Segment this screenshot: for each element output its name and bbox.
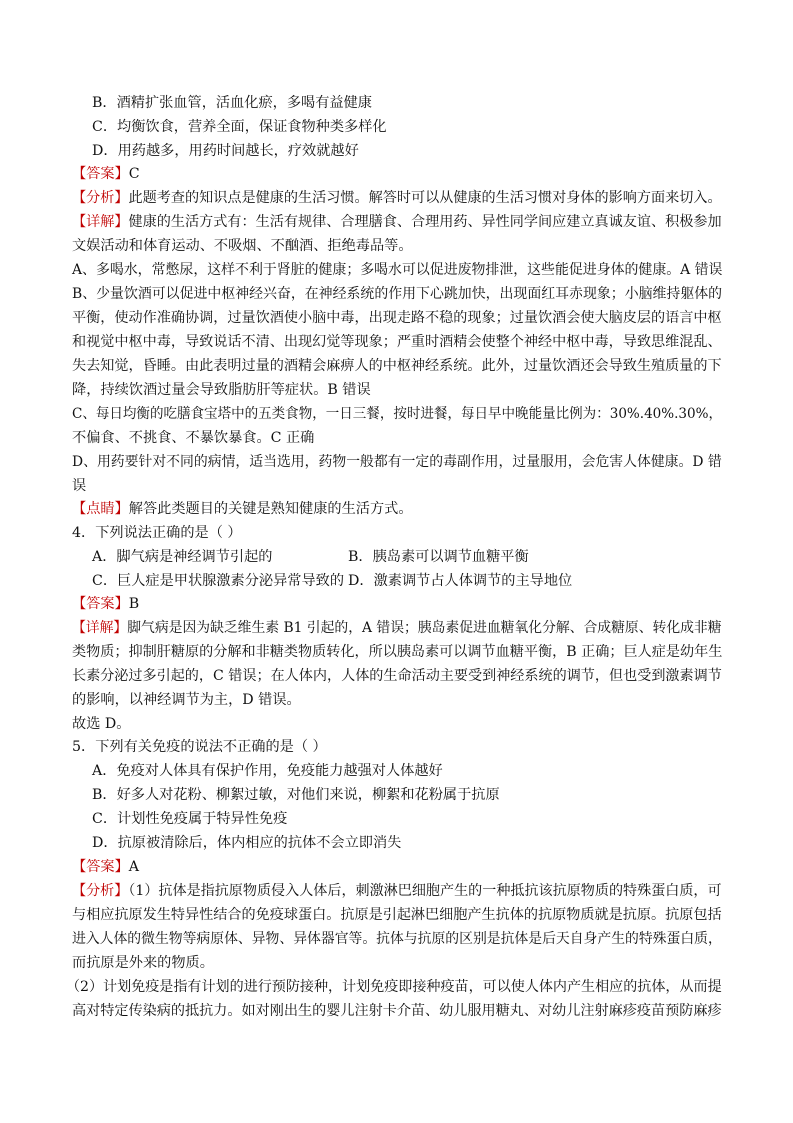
paragraph-line: 进入人体的微生物等病原体、异物、异体器官等。抗体与抗原的区别是抗体是后天自身产生的特殊蛋白质，	[72, 931, 722, 947]
answer-value: C	[128, 166, 140, 182]
paragraph-line: B、少量饮酒可以促进中枢神经兴奋，在神经系统的作用下心跳加快，出现面红耳赤现象；小脑维持躯体的	[72, 286, 723, 302]
answer-tag: 【答案】	[72, 596, 129, 612]
q5-option-b: B．好多人对花粉、柳絮过敏，对他们来说，柳絮和花粉属于抗原	[92, 787, 500, 803]
q5-answer-line	[72, 857, 139, 877]
analysis-line	[72, 188, 722, 208]
comment-tag: 【点睛】	[72, 501, 129, 517]
paragraph-line: 平衡，使动作准确协调，过量饮酒使小脑中毒，出现走路不稳的现象；过量饮酒会使大脑皮层的语言中枢	[72, 310, 722, 326]
paragraph-line: 降，持续饮酒过量会导致脂肪肝等症状。B 错误	[72, 382, 371, 398]
analysis-text: 此题考查的知识点是健康的生活习惯。解答时可以从健康的生活习惯对身体的影响方面来切入。	[128, 190, 722, 206]
q4-option-b: B．胰岛素可以调节血糖平衡	[348, 549, 529, 565]
paragraph-line: 类物质；抑制肝糖原的分解和非糖类物质转化，所以胰岛素可以调节血糖平衡，B 正确；巨人症是幼年生	[72, 644, 723, 660]
answer-value: B	[128, 596, 140, 612]
q4-option-c: C．巨人症是甲状腺激素分泌异常导致的	[92, 573, 345, 589]
option-d: D．用药越多，用药时间越长，疗效就越好	[92, 143, 359, 159]
paragraph-line: 故选 D。	[72, 716, 131, 732]
paragraph-line: 与相应抗原发生特异性结合的免疫球蛋白。抗原是引起淋巴细胞产生抗体的抗原物质就是抗原。抗原包括	[72, 907, 722, 923]
q4-option-d: D．激素调节占人体调节的主导地位	[348, 573, 573, 589]
detail-line	[72, 212, 722, 232]
comment-text: 解答此类题目的关键是熟知健康的生活方式。	[128, 501, 413, 517]
q4-option-a: A．脚气病是神经调节引起的	[92, 549, 273, 565]
paragraph-line: 和视觉中枢中毒，导致说话不清、出现幻觉等现象；严重时酒精会使整个神经中枢中毒，导致思维混乱、	[72, 334, 722, 350]
paragraph-line: D、用药要针对不同的病情，适当选用，药物一般都有一定的毒副作用，过量服用，会危害人体健康。D 错	[72, 454, 722, 470]
detail-tag: 【详解】	[72, 214, 129, 230]
q4-detail-line	[72, 618, 722, 638]
option-c: C．均衡饮食，营养全面，保证食物种类多样化	[92, 119, 387, 135]
analysis-tag: 【分析】	[72, 883, 129, 899]
detail-text: 脚气病是因为缺乏维生素 B1 引起的，A 错误；胰岛素促进血糖氧化分解、合成糖原、转化成非糖	[127, 620, 722, 636]
question-5-stem: 5．下列有关免疫的说法不正确的是（ ）	[72, 739, 327, 755]
paragraph-line: 高对特定传染病的抵抗力。如对刚出生的婴儿注射卡介苗、幼儿服用糖丸、对幼儿注射麻疹疫苗预防麻疹	[72, 1003, 722, 1019]
analysis-text: （1）抗体是指抗原物质侵入人体后，刺激淋巴细胞产生的一种抵抗该抗原物质的特殊蛋白质，可	[128, 883, 722, 899]
paragraph-line: 不偏食、不挑食、不暴饮暴食。C 正确	[72, 430, 315, 446]
question-4-stem: 4．下列说法正确的是（ ）	[72, 525, 242, 541]
comment-line	[72, 499, 413, 519]
paragraph-line: A、多喝水，常憋尿，这样不利于肾脏的健康；多喝水可以促进废物排泄，这些能促进身体的健康。A 错误	[72, 262, 723, 278]
answer-tag: 【答案】	[72, 166, 129, 182]
option-b: B．酒精扩张血管，活血化瘀，多喝有益健康	[92, 95, 372, 111]
answer-value: A	[128, 859, 140, 875]
paragraph-line: 失去知觉，昏睡。由此表明过量的酒精会麻痹人的中枢神经系统。此外，过量饮酒还会导致生殖质量的下	[72, 358, 722, 374]
paragraph-line: 的影响，以神经调节为主，D 错误。	[72, 692, 301, 708]
paragraph-line: C、每日均衡的吃膳食宝塔中的五类食物，一日三餐，按时进餐，每日早中晚能量比例为：30%.40%.30%，	[72, 406, 722, 422]
q5-option-a: A．免疫对人体具有保护作用，免疫能力越强对人体越好	[92, 763, 443, 779]
answer-line	[72, 164, 140, 184]
q5-option-d: D．抗原被清除后，体内相应的抗体不会立即消失	[92, 835, 402, 851]
analysis-tag: 【分析】	[72, 190, 129, 206]
detail-tag: 【详解】	[72, 620, 128, 636]
q4-answer-line	[72, 594, 139, 614]
paragraph-line: 文娱活动和体育运动、不吸烟、不酗酒、拒绝毒品等。	[72, 238, 413, 254]
q5-option-c: C．计划性免疫属于特异性免疫	[92, 811, 288, 827]
paragraph-line: 误	[72, 478, 87, 494]
paragraph-line: 而抗原是外来的物质。	[72, 955, 214, 971]
q5-analysis-line	[72, 881, 722, 901]
answer-tag: 【答案】	[72, 859, 129, 875]
paragraph-line: 长素分泌过多引起的，C 错误；在人体内，人体的生命活动主要受到神经系统的调节，但也受到激素调节	[72, 668, 722, 684]
paragraph-line: （2）计划免疫是指有计划的进行预防接种，计划免疫即接种疫苗，可以使人体内产生相应的抗体，从而提	[66, 979, 722, 995]
detail-text: 健康的生活方式有：生活有规律、合理膳食、合理用药、异性同学间应建立真诚友谊、积极参加	[128, 214, 722, 230]
